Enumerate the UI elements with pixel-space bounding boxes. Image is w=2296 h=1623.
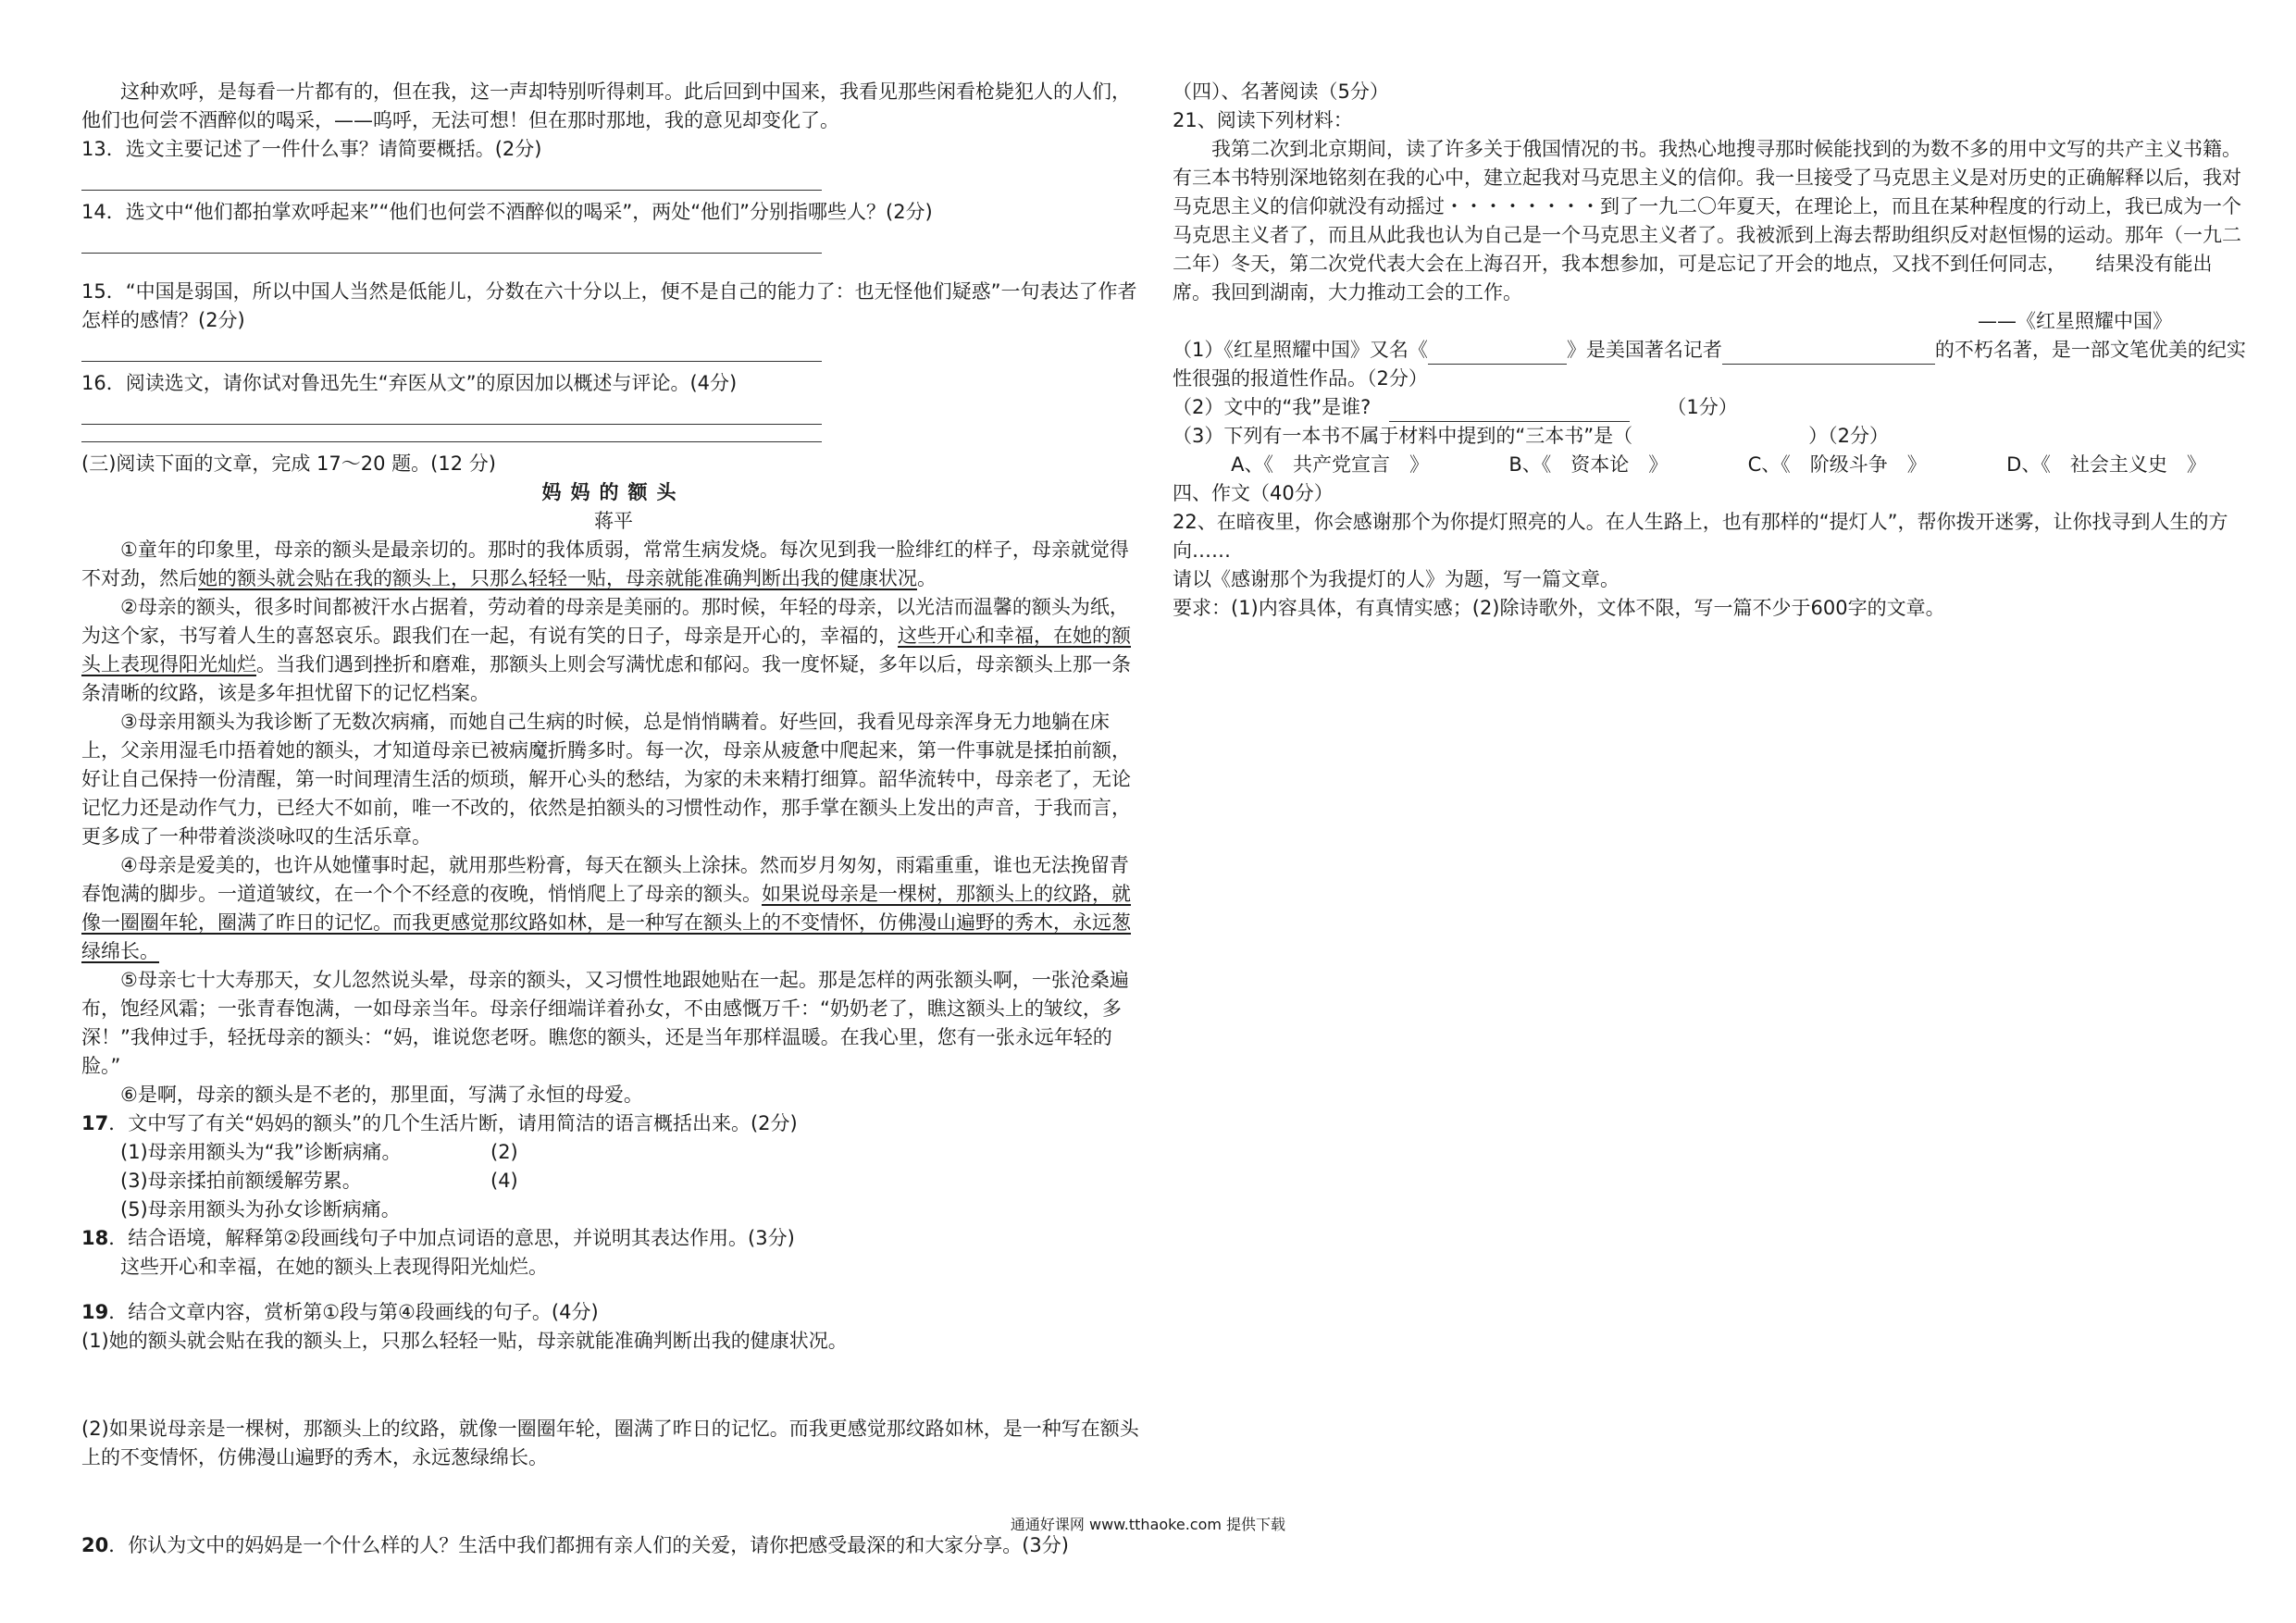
choice-d: D、《 社会主义史 》 (2006, 453, 2206, 476)
underlined-sentence-2: 这些开心和幸福，在她的额头上表现得阳光灿烂 (81, 625, 1131, 675)
right-column (1173, 78, 2246, 623)
passage-source: ——《红星照耀中国》 (1978, 310, 2172, 332)
question-20: 20．你认为文中的妈妈是一个什么样的人？生活中我们都拥有亲人们的关爱，请你把感受最深的和大家分享。(3分) (81, 1534, 1069, 1556)
question-21: 21、阅读下列材料： (1173, 109, 1353, 131)
article-paragraph-6: ⑥是啊，母亲的额头是不老的，那里面，写满了永恒的母爱。 (120, 1084, 643, 1106)
question-16: 16．阅读选文，请你试对鲁迅先生“弃医从文”的原因加以概述与评论。(4分) (81, 372, 738, 394)
article-paragraph-3: ③母亲用额头为我诊断了无数次病痛，而她自己生病的时候，总是悄悄瞒着。好些回，我看见母亲浑身无力地躺在床上，父亲用湿毛巾捂着她的额头，才知道母亲已被病魔折腾多时。每一次，母亲从疲惫中爬起来，第一件事就是揉拍前额，好让自己保持一份清醒，第一时间理清生活的烦琐，解开心头的愁结，为家的未来精打细算。韶华流转中，母亲老了，无论记忆力还是动作气力，已经大不如前，唯一不改的，依然是拍额头的习惯性动作，那手掌在额头上发出的声音，于我而言，更多成了一种带着淡淡咏叹的生活乐章。 (81, 711, 1131, 848)
article-author: 蒋平 (594, 510, 633, 532)
q19-item-2: (2)如果说母亲是一棵树，那额头上的纹路，就像一圈圈年轮，圈满了昨日的记忆。而我更感觉那纹路如林，是一种写在额头上的不变情怀，仿佛漫山遍野的秀木，永远葱绿绵长。 (81, 1418, 1139, 1468)
q21-sub-2: （2）文中的“我”是谁? （1分） (1173, 393, 2246, 422)
article-paragraph-5: ⑤母亲七十大寿那天，女儿忽然说头晕，母亲的额头，又习惯性地跟她贴在一起。那是怎样的两张额头啊，一张沧桑遍布，饱经风霜；一张青春饱满，一如母亲当年。母亲仔细端详着孙女，不由感慨万千：“奶奶老了，瞧这额头上的皱纹，多深！”我伸过手，轻抚母亲的额头：“妈，谁说您老呀。瞧您的额头，还是当年那样温暖。在我心里，您有一张永远年轻的脸。” (81, 969, 1129, 1077)
article-paragraph-4: ④母亲是爱美的，也许从她懂事时起，就用那些粉膏，每天在额头上涂抹。然而岁月匆匆，雨霜重重，谁也无法挽留青春饱满的脚步。一道道皱纹，在一个个不经意的夜晚，悄悄爬上了母亲的额头。如果说母亲是一棵树，那额头上的纹路，就像一圈圈年轮，圈满了昨日的记忆。而我更感觉那纹路如林，是一种写在额头上的不变情怀，仿佛漫山遍野的秀木，永远葱绿绵长。 (81, 854, 1131, 962)
choice-a: A、《 共产党宣言 》 (1231, 453, 1430, 476)
underlined-sentence-4: 如果说母亲是一棵树，那额头上的纹路，就像一圈圈年轮，圈满了昨日的记忆。而我更感觉那纹路如林，是一种写在额头上的不变情怀，仿佛漫山遍野的秀木，永远葱绿绵长。 (81, 883, 1131, 962)
fill-blank-who[interactable] (1389, 401, 1630, 422)
choice-b: B、《 资本论 》 (1508, 453, 1669, 476)
article-paragraph-1: ①童年的印象里，母亲的额头是最亲切的。那时的我体质弱，常常生病发烧。每次见到我一脸绯红的样子，母亲就觉得不对劲，然后她的额头就会贴在我的额头上，只那么轻轻一贴，母亲就能准确判断出我的健康状况。 (81, 539, 1129, 589)
q18-sentence: 这些开心和幸福，在她的额头上表现得阳光灿烂。 (120, 1256, 548, 1278)
left-column (81, 78, 1146, 1560)
fill-blank-alt-title[interactable] (1428, 343, 1567, 365)
answer-line-15[interactable] (81, 352, 822, 362)
section-3-heading: (三)阅读下面的文章，完成 17～20 题。(12 分) (81, 452, 496, 475)
reading-passage: 我第二次到北京期间，读了许多关于俄国情况的书。我热心地搜寻那时候能找到的为数不多的用中文写的共产主义书籍。有三本书特别深地铭刻在我的心中，建立起我对马克思主义的信仰。我一旦接受了马克思主义是对历史的正确解释以后，我对马克思主义的信仰就没有动摇过・・・・・・・・到了一九二〇年夏天，在理论上，而且在某种程度的行动上，我已成为一个马克思主义者了，而且从此我也认为自己是一个马克思主义者了。我被派到上海去帮助组织反对赵恒惕的运动。那年（一九二二年）冬天，第二次党代表大会在上海召开，我本想参加，可是忘记了开会的地点，又找不到任何同志， 结果没有能出席。我回到湖南，大力推动工会的工作。 (1173, 138, 2241, 304)
q21-sub-1: （1）《红星照耀中国》又名《 》是美国著名记者 的不朽名著，是一部文笔优美的纪实性很强的报道性作品。（2分） (1173, 339, 2246, 390)
question-17: 17．文中写了有关“妈妈的额头”的几个生活片断，请用简洁的语言概括出来。(2分) (81, 1112, 798, 1134)
question-13: 13．选文主要记述了一件什么事？请简要概括。(2分) (81, 138, 542, 160)
q19-item-1: (1)她的额头就会贴在我的额头上，只那么轻轻一贴，母亲就能准确判断出我的健康状况。 (81, 1330, 848, 1352)
q21-choices (1173, 451, 2246, 479)
choice-c: C、《 阶级斗争 》 (1747, 453, 1927, 476)
q17-option-row-1: (1)母亲用额头为“我”诊断病痛。 (2) (120, 1141, 518, 1163)
answer-line-16b[interactable] (81, 432, 822, 442)
essay-requirements: 要求：(1)内容具体，有真情实感；(2)除诗歌外，文体不限，写一篇不少于600字的文章。 (1173, 597, 1945, 619)
q21-sub-3: （3）下列有一本书不属于材料中提到的“三本书”是（ ）（2分） (1173, 425, 1889, 447)
question-14: 14．选文中“他们都拍掌欢呼起来”“他们也何尝不酒醉似的喝采”，两处“他们”分别指哪些人？(2分) (81, 201, 933, 223)
question-15: 15．“中国是弱国，所以中国人当然是低能儿，分数在六十分以上，便不是自己的能力了：也无怪他们疑惑”一句表达了作者怎样的感情？(2分) (81, 280, 1137, 331)
q17-option-row-3: (5)母亲用额头为孙女诊断病痛。 (120, 1198, 401, 1220)
page-footer: 通通好课网 www.tthaoke.com 提供下载 (1010, 1516, 1286, 1533)
answer-line-14[interactable] (81, 243, 822, 254)
article-paragraph-2: ②母亲的额头，很多时间都被汗水占据着，劳动着的母亲是美丽的。那时候，年轻的母亲，以光洁而温馨的额头为纸，为这个家，书写着人生的喜怒哀乐。跟我们在一起，有说有笑的日子，母亲是开心的，幸福的，这些开心和幸福，在她的额头上表现得阳光灿烂。当我们遇到挫折和磨难，那额头上则会写满忧虑和郁闷。我一度怀疑，多年以后，母亲额头上那一条条清晰的纹路，该是多年担忧留下的记忆档案。 (81, 596, 1131, 704)
question-22: 22、在暗夜里，你会感谢那个为你提灯照亮的人。在人生路上，也有那样的“提灯人”，帮你拨开迷雾，让你找寻到人生的方向…… (1173, 511, 2228, 562)
essay-prompt: 请以《感谢那个为我提灯的人》为题，写一篇文章。 (1173, 568, 1620, 590)
question-18: 18．结合语境，解释第②段画线句子中加点词语的意思，并说明其表达作用。(3分) (81, 1227, 795, 1249)
q17-option-row-2: (3)母亲揉拍前额缓解劳累。 (4) (120, 1170, 518, 1192)
section-5-heading: 四、作文（40分） (1173, 482, 1334, 504)
answer-line-13[interactable] (81, 180, 822, 191)
article-title: 妈妈的额头 (541, 481, 686, 503)
section-4-heading: （四）、名著阅读（5分） (1173, 81, 1389, 103)
underlined-sentence-1: 她的额头就会贴在我的额头上，只那么轻轻一贴，母亲就能准确判断出我的健康状况 (198, 567, 917, 589)
question-19: 19．结合文章内容，赏析第①段与第④段画线的句子。(4分) (81, 1301, 599, 1323)
intro-paragraph: 这种欢呼，是每看一片都有的，但在我，这一声却特别听得刺耳。此后回到中国来，我看见那些闲看枪毙犯人的人们，他们也何尝不酒醉似的喝采，——呜呼，无法可想！但在那时那地，我的意见却变化了。 (81, 81, 1131, 131)
answer-line-16a[interactable] (81, 415, 822, 425)
fill-blank-author[interactable] (1722, 343, 1935, 365)
